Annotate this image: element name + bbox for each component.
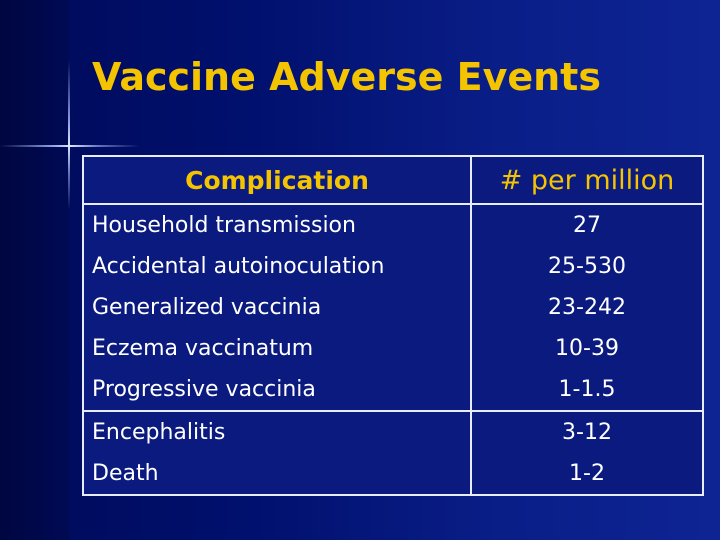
- rate-value: 1-2: [569, 461, 605, 486]
- rate-cell: [472, 205, 702, 410]
- rate-value: 10-39: [555, 336, 619, 361]
- complication-name: Eczema vaccinatum: [92, 336, 314, 361]
- complication-name: Household transmission: [92, 213, 356, 238]
- header-per-million: # per million: [472, 157, 702, 203]
- decorative-horizontal-line: [0, 145, 140, 147]
- complication-name: Progressive vaccinia: [92, 377, 316, 402]
- rate-value: 3-12: [562, 420, 612, 445]
- adverse-events-table: [82, 155, 704, 496]
- complication-cell: [84, 412, 470, 494]
- rate-cell: [472, 412, 702, 494]
- complication-cell: [84, 205, 470, 410]
- complication-name: Generalized vaccinia: [92, 295, 322, 320]
- left-decorative-band: [0, 0, 70, 540]
- slide-title: Vaccine Adverse Events: [92, 55, 601, 99]
- complication-name: Encephalitis: [92, 420, 226, 445]
- table-header-row: [84, 157, 702, 203]
- table-row-group-1: [84, 205, 702, 410]
- rate-value: 1-1.5: [558, 377, 616, 402]
- complication-name: Death: [92, 461, 159, 486]
- header-complication: Complication: [84, 157, 470, 203]
- decorative-vertical-line: [68, 60, 70, 210]
- table-row-group-2: [84, 412, 702, 494]
- complication-name: Accidental autoinoculation: [92, 254, 385, 279]
- rate-value: 23-242: [548, 295, 626, 320]
- rate-value: 25-530: [548, 254, 626, 279]
- rate-value: 27: [573, 213, 601, 238]
